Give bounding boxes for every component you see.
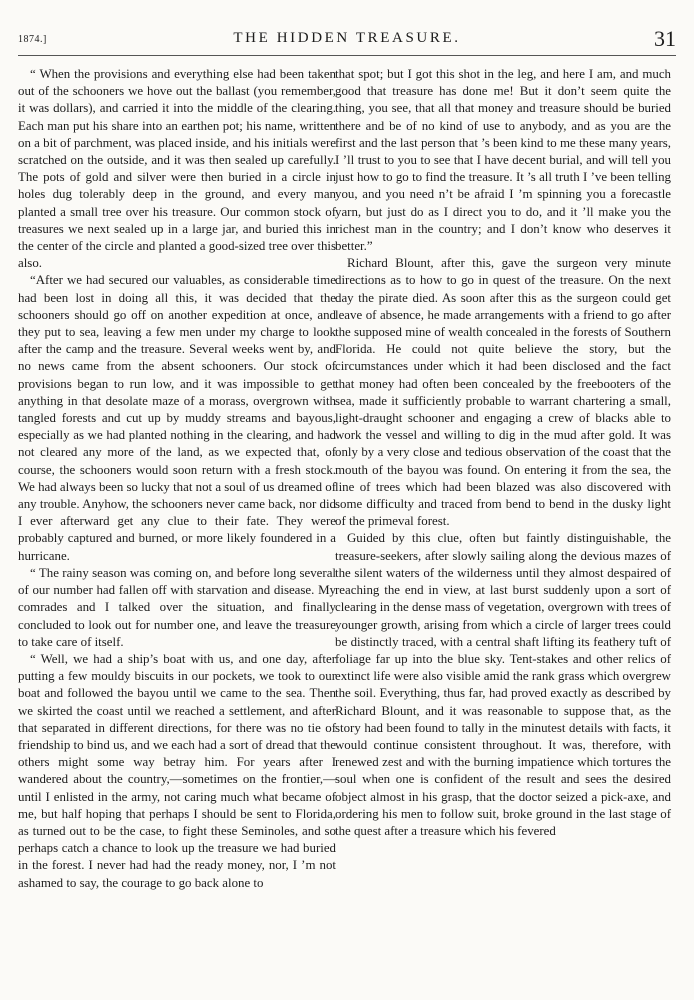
running-header xyxy=(18,28,676,50)
paragraph: “ The rainy season was coming on, and before long several of our number had fallen off with starvation and disease. My comrades and I talked over the situation, and finally concluded to look out for number one, and leave the treasure to take care of itself. xyxy=(18,565,336,649)
header-date: 1874.] xyxy=(18,34,47,45)
header-rule xyxy=(18,55,676,56)
paragraph: Guided by this clue, often but faintly distinguishable, the treasure-seekers, after slowly sailing along the devious mazes of the silent waters of the wilderness until they almost despaired of reaching the end in view, at last burst suddenly upon a sort of clearing in the dense mass of vegetation, overgrown with trees of younger growth, arising from which a circle of larger trees could be distinctly traced, with a central shaft lifting its feathery tuft of foliage far up into the blue sky. Tent-stakes and other relics of extinct life were also visible amid the rank grass which overgrew the soil. Everything, thus far, had proved exactly as described by Richard Blount, and it was reasonable to suppose that, as the story had been found to tally in the minutest details with facts, it would continue consistent throughout. It was, therefore, with renewed zest and with the burning impatience which tortures the soul when one is confident of the result and sees the desired object almost in his grasp, that the doctor seized a pick-axe, and ordering his men to follow suit, broke ground in the last stage of the quest after a treasure which his fevered xyxy=(335,531,671,838)
paragraph: “ When the provisions and everything else had been taken out of the schooners we hove out the ballast (you remember, it was dollars), and carried it into the middle of the clearing. Each man put his share into an earthen pot; his name, written on a bit of parchment, was placed inside, and his initials were scratched on the outside, and it was then sealed up carefully. The pots of gold and silver were then buried in a circle in holes dug tolerably deep in the ground, and every man planted a small tree over his treasure. Our common stock of treasures we next sealed up in a large jar, and buried this in the center of the circle and planted a good-sized tree over this also. xyxy=(18,67,336,271)
paragraph-continuation: that spot; but I got this shot in the leg, and here I am, and much good that treasure has done me! But it don’t seem quite the thing, you see, that all that money and treasure should be buried there and be of no kind of use to anybody, and as you are the first and the last person that ’s been kind to me these many years, I ’ll trust to you to see that I have decent burial, and will tell you just how to go to find the treasure. It ’s all truth I ’ve been telling you, and you need n’t be afraid I ’m spinning you a forecastle yarn, but just do as I direct you to do, and it ’ll make you the richest man in the country; and I don’t know who deserves it better.” xyxy=(335,67,671,254)
header-title: THE HIDDEN TREASURE. xyxy=(233,30,461,46)
page-number: 31 xyxy=(654,26,676,51)
paragraph: “After we had secured our valuables, as considerable time had been lost in doing all this, it was decided that the schooners should go off on another expedition at once, and they put to sea, leaving a few men under my charge to look after the camp and the treasure. Several weeks went by, and no news came from the absent schooners. Our stock of provisions began to run low, and it was impossible to get anything in that desolate maze of a morass, overgrown with tangled forests and cut up by muddy streams and bayous, especially as we had planted nothing in the clearing, and had not cleared any more of the land, as we expected that, of course, the schooners would soon return with a fresh stock. We had always been so lucky that not a soul of us dreamed of any trouble. Anyhow, the schooners never came back, nor did I ever afterward get any clue to their fate. They were probably captured and burned, or more likely foundered in a hurricane. xyxy=(18,273,336,563)
paragraph: “ Well, we had a ship’s boat with us, and one day, after putting a few mouldy biscuits in our pockets, we took to our boat and followed the bayou until we came to the sea. Then we skirted the coast until we reached a settlement, and after that separated in different directions, for there was no tie of friendship to bind us, and we each had a sort of dread that the others might some way betray him. For years after I wandered about the country,—sometimes on the frontier,—until I enlisted in the army, not caring much what became of me, but half hoping that perhaps I should be sent to Florida, as turned out to be the case, to fight these Seminoles, and so perhaps catch a chance to look up the treasure we had buried in the forest. I never had had the ready money, nor, I ’m not ashamed to say, the courage to go back alone to xyxy=(18,651,336,890)
left-column xyxy=(18,66,336,892)
right-column xyxy=(335,66,671,840)
paragraph: Richard Blount, after this, gave the surgeon very minute directions as to how to go in quest of the treasure. On the next day the pirate died. As soon after this as the surgeon could get leave of absence, he made arrangements with a friend to go after the supposed mine of wealth concealed in the forests of Southern Florida. He could not quite believe the story, but the circumstances under which it had been disclosed and the fact that money had often been concealed by the freebooters of the sea, made it sufficiently probable to warrant chartering a small, light-draught schooner and engaging a crew of blacks able to work the vessel and willing to dig in the mud after gold. It was only by a very close and tedious observation of the coast that the mouth of the bayou was found. On entering it from the sea, the line of trees which had been blazed was also discovered with some difficulty and traced from bend to bend in the dusky light of the primeval forest. xyxy=(335,256,671,529)
